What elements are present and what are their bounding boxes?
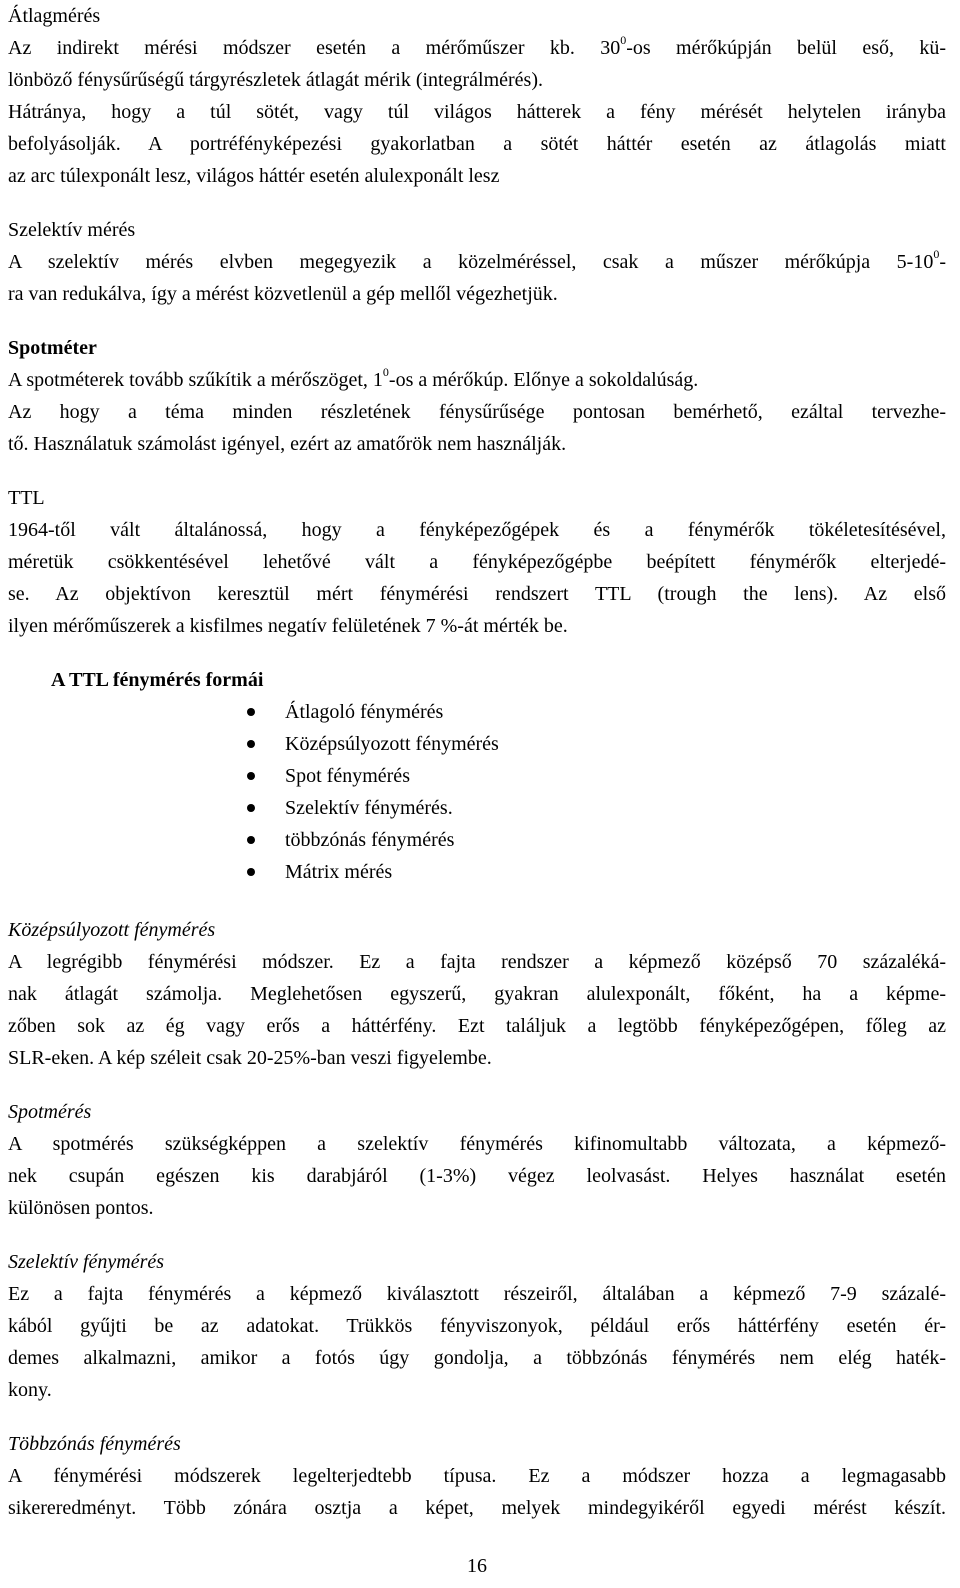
list-item-label: Középsúlyozott fénymérés [285, 733, 499, 755]
paragraph-line: különösen pontos. [8, 1197, 154, 1219]
paragraph-line: A spotméterek tovább szűkítik a mérőszöget, $1^0-os$ a mérőkúp. Előnye a sokoldalúság. [8, 365, 699, 391]
page-number: 16 [467, 1555, 487, 1577]
heading-ttl-formak: A TTL fénymérés formái [51, 669, 264, 691]
heading-szelektiv-fenymeres: Szelektív fénymérés [8, 1251, 165, 1273]
bullet-icon [247, 708, 255, 716]
heading-szelektiv-meres: Szelektív mérés [8, 219, 136, 241]
list-item-label: Mátrix mérés [285, 861, 393, 883]
paragraph-line: zőben sok az ég vagy erős a háttérfény. Ezt találjuk a legtöbb fényképezőgépen, főleg az [8, 1015, 946, 1037]
heading-spotmeres: Spotmérés [8, 1101, 92, 1123]
paragraph-line: A spotmérés szükségképpen a szelektív fénymérés kifinomultabb változata, a képmező- [8, 1133, 946, 1155]
paragraph-line: Az indirekt mérési módszer esetén a mérőműszer kb. $30^0-os$ mérőkúpján belül eső, kü- [8, 33, 947, 59]
paragraph-line: kából gyűjti be az adatokat. Trükkös fényviszonyok, például erős háttérfény esetén ér- [8, 1315, 946, 1337]
heading-kozepsulyozott: Középsúlyozott fénymérés [8, 919, 216, 941]
heading-atlagmeres: Átlagmérés [8, 5, 101, 27]
paragraph-line: méretük csökkentésével lehetővé vált a fényképezőgépbe beépített fénymérők elterjedé- [8, 551, 946, 573]
list-item-label: Spot fénymérés [285, 765, 410, 787]
paragraph-line: nek csupán egészen kis darabjáról (1-3%) végez leolvasást. Helyes használat esetén [8, 1165, 946, 1187]
heading-spotmeter: Spotméter [8, 337, 97, 359]
heading-ttl: TTL [8, 487, 45, 509]
heading-tobbzonas: Többzónás fénymérés [8, 1433, 181, 1455]
paragraph-line: Az hogy a téma minden részletének fénysűrűsége pontosan bemérhető, ezáltal tervezhe- [8, 401, 946, 423]
paragraph-line: Hátránya, hogy a túl sötét, vagy túl világos hátterek a fény mérését helytelen irányba [8, 101, 946, 123]
bullet-icon [247, 740, 255, 748]
paragraph-line: SLR-eken. A kép széleit csak 20-25%-ban veszi figyelembe. [8, 1047, 492, 1069]
paragraph-line: A legrégibb fénymérési módszer. Ez a fajta rendszer a képmező középső 70 százaléká- [8, 951, 946, 973]
paragraph-line: befolyásolják. A portréfényképezési gyakorlatban a sötét háttér esetén az átlagolás miatt [8, 133, 946, 155]
list-item-label: Szelektív fénymérés. [285, 797, 453, 819]
list-item-label: Átlagoló fénymérés [285, 701, 444, 723]
paragraph-line: A fénymérési módszerek legelterjedtebb típusa. Ez a módszer hozza a legmagasabb [8, 1465, 946, 1487]
paragraph-line: tő. Használatuk számolást igényel, ezért az amatőrök nem használják. [8, 433, 567, 455]
paragraph-line: se. Az objektívon keresztül mért fénymérési rendszert TTL (trough the lens). Az első [8, 583, 946, 605]
paragraph-line: lönböző fénysűrűségű tárgyrészletek átlagát mérik (integrálmérés). [8, 69, 543, 91]
paragraph-line: ilyen mérőműszerek a kisfilmes negatív felületének 7 %-át mérték be. [8, 615, 568, 637]
bullet-icon [247, 836, 255, 844]
bullet-icon [247, 868, 255, 876]
paragraph-line: Ez a fajta fénymérés a képmező kiválasztott részeiről, általában a képmező 7-9 százalé- [8, 1283, 946, 1305]
bullet-icon [247, 804, 255, 812]
paragraph-line: 1964-től vált általánossá, hogy a fényképezőgépek és a fénymérők tökéletesítésével, [8, 519, 946, 541]
paragraph-line: kony. [8, 1379, 52, 1401]
paragraph-line: nak átlagát számolja. Meglehetősen egyszerű, gyakran alulexponált, főként, ha a képme- [8, 983, 946, 1005]
paragraph-line: az arc túlexponált lesz, világos háttér esetén alulexponált lesz [8, 165, 500, 187]
bullet-icon [247, 772, 255, 780]
list-item-label: többzónás fénymérés [285, 829, 455, 851]
paragraph-line: A szelektív mérés elvben megegyezik a közelméréssel, csak a műszer mérőkúpja $5-10^0-$ [8, 247, 946, 273]
paragraph-line: sikereredményt. Több zónára osztja a képet, melyek mindegyikéről egyedi mérést készít. [8, 1497, 946, 1519]
paragraph-line: demes alkalmazni, amikor a fotós úgy gondolja, a többzónás fénymérés nem elég haték- [8, 1347, 946, 1369]
paragraph-line: ra van redukálva, így a mérést közvetlenül a gép mellől végezhetjük. [8, 283, 558, 305]
